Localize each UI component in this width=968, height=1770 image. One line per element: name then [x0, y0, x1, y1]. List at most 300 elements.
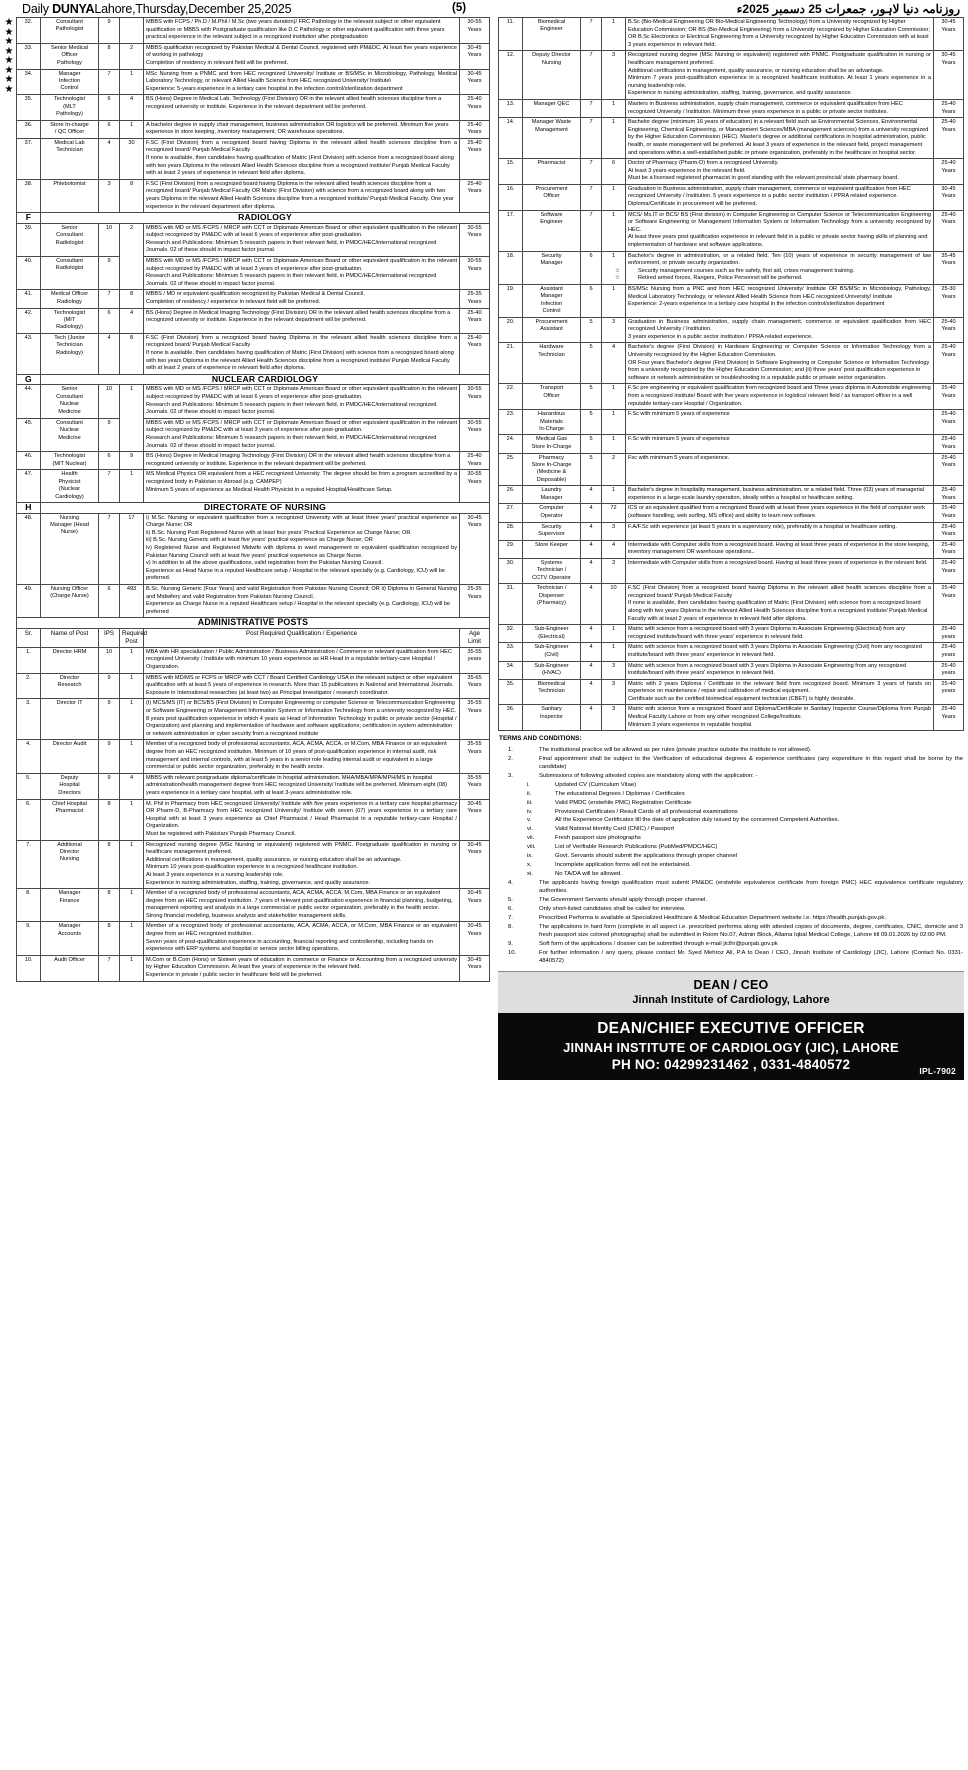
required-post-cell: 1 [120, 840, 144, 889]
ips-cell: 4 [581, 643, 602, 661]
post-name-line: Senior [61, 386, 78, 393]
qualification-cell [626, 486, 934, 504]
post-name-line: Supervisor [538, 530, 565, 537]
age-limit-line: Years [467, 708, 482, 715]
qualification-paragraph: ii) B.Sc. Nursing Post Registered Nurse with at least four years' Practical Experience as Charge Nurse; OR [146, 529, 411, 536]
required-post-cell: 1 [120, 922, 144, 955]
post-name-line: Research [57, 682, 82, 689]
age-limit-line: 25-40 [941, 680, 956, 687]
post-name-cell [41, 120, 99, 138]
post-name-line: Senior [61, 224, 78, 231]
age-limit-line: 30-55 [467, 386, 482, 393]
qualification-paragraph: MBBS / MD or equivalent qualification recognized by Pakistan Medical & Dental Council. [146, 291, 365, 298]
serial-cell: 35. [17, 95, 41, 120]
age-limit-line: years [467, 656, 482, 663]
qualification-cell [144, 470, 460, 503]
serial-cell: 6. [17, 799, 41, 840]
post-name-cell [523, 384, 581, 410]
table-row [499, 453, 964, 486]
post-name-line: Consultant [56, 232, 83, 239]
age-limit-line: 25-40 [467, 309, 482, 316]
qualification-cell [626, 343, 934, 384]
administrative-posts-banner [17, 618, 490, 629]
post-name-cell [41, 43, 99, 69]
post-name-cell [523, 486, 581, 504]
age-limit-line: Years [467, 78, 482, 85]
post-name-line: Consultant [56, 419, 83, 426]
signature-black-block [498, 1013, 964, 1080]
star-icon: ★ [4, 17, 14, 28]
post-name-cell [41, 418, 99, 451]
age-cell [934, 18, 964, 51]
qualification-paragraph: Minimum 5 years of experience as Medical Health Physicist in a reputed Hospital/Healthcare Setup. [146, 486, 393, 493]
ips-cell: 6 [99, 308, 120, 333]
post-name-line: Sanitary [541, 706, 562, 713]
post-name-cell [41, 955, 99, 981]
required-post-cell: 1 [120, 955, 144, 981]
post-name-cell [41, 18, 99, 44]
table-row [17, 773, 490, 799]
terms-sub-item-number: vii. [527, 835, 535, 842]
age-cell [460, 584, 490, 617]
qualification-cell [144, 18, 460, 44]
ips-cell: 7 [581, 18, 602, 51]
table-row [499, 486, 964, 504]
age-limit-line: Years [941, 352, 956, 358]
age-limit-line: Years [467, 931, 482, 938]
qualification-paragraph: If none is available, then candidates having qualification of Matric (First Division) with science from a recognized board along with two years Diploma in the relevant Allied Health Sciences discipline from a recognized institute/ Punjab Medical Faculty with at least 2 years of experience in relevant field after diploma. [146, 350, 454, 372]
terms-item-text: The applications in hard form (complete in all aspect i.e. prescribed performa along with attested copies of documents, degree, certificates, CNIC, domicile and 3 fresh passport size colored photographs) shall be submitted in Room No.07, Admin Block, Allama Iqbal Medical College, Lahore till 09.01.2026 by 02:00 PM. [539, 923, 963, 939]
qualification-paragraph: (I) MCS/MS (IT) or BCS/BS (First Division) in Computer Engineering or computer Science or Telecommunication Engineering or Software Engineering or Management Information System or Information Technology from a university recognized by HEC. 8 years post qualification experience in which 4 years as Head of Information Technology in public or private sector (Hospital / Organization) and planning and implementation of hardware and software applications; certification in system administration or network administration or cyber security from a recognized institute [146, 700, 457, 737]
age-cell [460, 513, 490, 584]
qualification-cell [144, 773, 460, 799]
terms-sub-item [499, 816, 963, 824]
post-name-line: Manager [540, 494, 563, 501]
age-limit-line: Years [941, 512, 956, 519]
qualification-cell [144, 513, 460, 584]
star-icon: ★ [4, 36, 14, 47]
qualification-cell [144, 673, 460, 699]
table-row [17, 889, 490, 922]
post-name-line: Assistant [540, 326, 563, 333]
serial-cell: 48. [17, 513, 41, 584]
table-row [17, 69, 490, 95]
age-cell [934, 159, 964, 185]
qualification-paragraph: Matric with science from a recognized board with 3 years Diploma in Associate Engineering (Electrical) from any recognized institute/board with three years' experience in relevant field. [628, 626, 906, 640]
post-name-cell [41, 452, 99, 470]
serial-cell: 3. [17, 699, 41, 740]
serial-cell: 11. [499, 18, 523, 51]
post-name-cell [523, 522, 581, 540]
age-limit-line: years [941, 651, 956, 658]
ips-cell: 4 [581, 584, 602, 625]
post-name-line: Technician [538, 351, 565, 358]
post-name-line: Consultant [56, 258, 83, 265]
post-name-cell [523, 317, 581, 343]
table-row [499, 504, 964, 522]
star-icon: ★ [4, 74, 14, 85]
post-name-line: Laundry [541, 487, 562, 494]
section-header-row [17, 213, 490, 224]
terms-sub-item-text: Incomplete application forms will not be entertained. [555, 861, 691, 868]
post-name-cell [41, 223, 99, 256]
two-column-layout [0, 17, 968, 1080]
terms-and-conditions [498, 735, 964, 966]
terms-sub-item [499, 825, 963, 833]
age-limit-line: 25-35 [467, 291, 482, 298]
post-name-line: (MLT [63, 103, 76, 110]
age-cell [934, 99, 964, 117]
post-name-cell [523, 285, 581, 318]
post-name-line: Materials [540, 418, 563, 425]
qualification-paragraph: F.SC (First Division) from a recognized board having Diploma in the relevant allied health sciences discipline from a recognized board/ Punjab Medical Faculty OR Matric (First Division) with science from a recognized board along with two years Diploma in the relevant Allied Health Sciences discipline from a recognized institute/ Punjab Medical Faculty. One year experience in the relevant department after diploma. [146, 180, 454, 210]
terms-item [499, 940, 963, 948]
ips-cell: 4 [581, 558, 602, 583]
post-name-cell [41, 740, 99, 773]
post-name-line: Director HRM [52, 648, 87, 655]
table-header-row [17, 628, 490, 647]
post-name-line: Directors [58, 789, 81, 796]
terms-sub-item-text: Updated CV (Curriculum Vitae) [555, 781, 637, 788]
ips-cell: 6 [99, 584, 120, 617]
terms-sub-item-number: viii. [527, 844, 536, 851]
post-name-cell [41, 179, 99, 212]
age-limit-line: Years [467, 964, 482, 971]
qualification-paragraph: MBBS with MD or MS /FCPS / MRCP with CCT or Diplomate American Board or other equivalent qualification in the relevant subject recognized by PM&DC with at least 6 years of experience after post-graduation. [146, 224, 457, 239]
terms-item-text: The institutional practice will be allowed as per rules (private practice outside the institute is not allowed). [539, 746, 812, 753]
serial-cell: 35. [499, 679, 523, 705]
section-header-row [17, 374, 490, 385]
post-name-line: Deputy [60, 774, 79, 781]
ips-cell: 9 [99, 699, 120, 740]
qualification-paragraph: Fsc with minimum 5 years of experience. [628, 454, 730, 461]
ips-cell: 6 [581, 251, 602, 284]
age-cell [934, 705, 964, 731]
required-post-cell: 4 [120, 95, 144, 120]
post-name-line: Audit Officer [54, 956, 85, 963]
age-limit-line: Years [941, 443, 956, 450]
star-icon: ★ [4, 83, 14, 95]
age-cell [934, 210, 964, 251]
post-name-cell [523, 435, 581, 453]
table-row [17, 223, 490, 256]
age-limit-line: Years [467, 342, 482, 349]
post-name-line: Physicist [58, 478, 81, 485]
qualification-paragraph: Research and Publications: Minimum 5 research papers in their relevant field, in PMDC/HEC/international recognized Journals. 02 of these should in impact factor journal. [146, 239, 437, 254]
institute-name: JINNAH INSTITUTE OF CARDIOLOGY (JIC), LAHORE [563, 1039, 899, 1055]
table-row [499, 343, 964, 384]
post-name-line: Manager Waste [531, 119, 572, 126]
age-cell [460, 740, 490, 773]
table-row [499, 661, 964, 679]
age-limit-line: 25-40 [941, 644, 956, 651]
post-name-line: (Medicine & [536, 469, 567, 476]
age-limit-line: Years [467, 317, 482, 324]
qualification-paragraph: Additional certifications in management, quality assurance, or nursing education shall be an advantage. [628, 67, 884, 74]
terms-sub-item-text: Valid PMDC (erstwhile PMC) Registration Certificate [555, 799, 692, 806]
table-row [17, 43, 490, 69]
terms-sub-item-text: Govt. Servants should submit the applications through proper channel [555, 853, 738, 860]
masthead [0, 0, 968, 17]
age-limit-line: Years [941, 167, 956, 174]
age-limit-line: 30-45 [941, 185, 956, 192]
serial-cell: 27. [499, 504, 523, 522]
required-post-cell: 1 [120, 470, 144, 503]
age-cell [460, 452, 490, 470]
qualification-cell [626, 453, 934, 486]
ips-cell: 5 [581, 384, 602, 410]
table-row [17, 840, 490, 889]
age-limit-line: 30-45 [467, 923, 482, 930]
required-post-cell: 1 [120, 647, 144, 673]
post-name-line: Nursing [59, 514, 80, 521]
qualification-paragraph: BS (Hons) Degree in Medical Imaging Technology (First Division) OR in the relevant allied health sciences discipline from a recognized university or institute. Experience in the relevant department will be preferred. [146, 453, 451, 467]
age-cell [460, 223, 490, 256]
age-limit-line: Years [467, 394, 482, 400]
serial-cell: 38. [17, 179, 41, 212]
age-limit-line: 30-45 [467, 956, 482, 963]
post-name-cell [523, 99, 581, 117]
qualification-paragraph: B.Sc (Bio-Medical Engineering OR Bio-Medical Engineering Technology) from a University recognized by Higher Education Commission; OR BS (Bio-Medical Engineering) from a University recognized by Higher Education Commission; OR B.Sc Electronics or Electrical Engineering from a University recognized by Higher Education Commission with at least 3 years experience in relevant field. [628, 19, 930, 48]
table-row [17, 120, 490, 138]
post-name-line: Computer [539, 505, 564, 512]
serial-cell: 19. [499, 285, 523, 318]
required-post-cell: 1 [602, 251, 626, 284]
qualification-cell [626, 558, 934, 583]
qualification-cell [626, 625, 934, 643]
section-title: NUCLEAR CARDIOLOGY [41, 374, 490, 385]
age-cell [460, 699, 490, 740]
post-name-line: Medical Lab [54, 139, 85, 146]
age-limit-line: 35-55 [467, 700, 482, 707]
table-row [17, 470, 490, 503]
qualification-paragraph: Experience: 2-years experience in a tertiary care hospital in the infection control/sterilization department [628, 301, 885, 308]
age-limit-line: Years [941, 494, 956, 501]
age-cell [934, 285, 964, 318]
table-row [17, 333, 490, 374]
ips-cell: 8 [99, 799, 120, 840]
post-name-line: Consultant [56, 19, 83, 25]
serial-cell: 39. [17, 223, 41, 256]
terms-item-text: The applicants having foreign qualification must submit PM&DC (erstwhile equivalence certificate from foreign PMC) HEC equivalence certificate regulatory authorities. [539, 879, 963, 895]
table-row [17, 673, 490, 699]
required-post-cell: 1 [120, 740, 144, 773]
age-limit-line: 25-40 [941, 211, 956, 218]
post-name-line: In-Charge [539, 425, 564, 432]
age-limit-line: 25-40 [941, 662, 956, 669]
post-name-line: Inspector [539, 713, 563, 720]
terms-item-text: Prescribed Performa is available at Specialized Healthcare & Medical Education Department website i.e. https://health.punjab.gov.pk. [539, 914, 886, 921]
qualification-cell [144, 418, 460, 451]
qualification-paragraph: Matric with science from a recognized Board and Diploma/Certificate in Sanitary Inspector Course/Diploma from Punjab Medical Faculty Lahore or from any other recognized College/Institute. [628, 706, 931, 721]
age-limit-line: 25-40 [467, 180, 482, 187]
qualification-paragraph: Recognized nursing degree (MSc Nursing or equivalent) registered with PNMC. Postgraduate qualification in nursing or healthcare management preferred. [628, 52, 931, 66]
required-post-cell: 4 [120, 308, 144, 333]
terms-item-text: For further information / any query, please contact Mr. Syed Mehroz Ali, P.A to Dean / CEO, Jinnah Institute of Cardiology (JIC), Lahore (Contact No. 0331-4840572) [539, 950, 963, 965]
qualification-cell [615, 251, 934, 284]
post-name-line: Nursing [541, 59, 562, 66]
post-name-line: Medical Gas [535, 436, 568, 443]
ips-cell: 7 [99, 955, 120, 981]
post-name-line: Infection [540, 300, 563, 307]
page-number: (5) [452, 2, 467, 14]
qualification-paragraph: Bachelor's degree in hospitality management, business administration, or a related field. Three (03) years of managerial experience in a large-scale laundry operation, ideally within a hospital or healthcare setting. [628, 487, 925, 501]
star-bullet-icon: ☆ [615, 267, 621, 274]
qualification-paragraph: F.SC (First Division) from a recognized board having Diploma in the relevant allied health sciences discipline from a recognized board/ Punjab Medical Faculty [146, 334, 457, 349]
ips-cell: 7 [99, 513, 120, 584]
post-name-line: Systems [540, 559, 563, 566]
ceo-title: DEAN/CHIEF EXECUTIVE OFFICER [597, 1019, 865, 1037]
age-limit-line: 25-40 [941, 585, 956, 592]
terms-item-number: 5. [508, 897, 513, 904]
age-cell [934, 558, 964, 583]
qualification-paragraph: Completion of residency / experience in relevant field will be preferred. [146, 299, 321, 306]
post-name-line: Store In-Charge [531, 443, 572, 450]
required-post-cell: 1 [120, 385, 144, 452]
signature-title: DEAN / CEO [693, 977, 769, 992]
age-cell [460, 95, 490, 120]
age-cell [934, 184, 964, 210]
age-cell [934, 435, 964, 453]
serial-cell: 28. [499, 522, 523, 540]
age-limit-line: years [941, 670, 956, 677]
right-jobs-table [498, 17, 964, 731]
required-post-cell: 1 [120, 673, 144, 699]
post-name-line: Technician [56, 342, 83, 349]
qualification-paragraph: Research and Publications: Minimum 5 research papers in their relevant field, in PMDC/HEC/international recognized Journals. 02 of these should in impact factor journal. [146, 434, 437, 449]
age-limit-line: Years [467, 782, 482, 789]
required-post-cell: 3 [602, 317, 626, 343]
post-name-line: Medical Officer [50, 291, 89, 298]
terms-item-number: 1. [508, 746, 513, 753]
serial-cell: 36. [17, 120, 41, 138]
required-post-cell: 1 [120, 799, 144, 840]
table-row [499, 705, 964, 731]
table-row [499, 540, 964, 558]
serial-cell: 20. [499, 317, 523, 343]
terms-sub-item [499, 852, 963, 860]
header-ips: IPS [99, 628, 120, 647]
terms-sub-item-number: x. [527, 861, 532, 868]
age-cell [460, 647, 490, 673]
age-limit-line: Years [467, 299, 482, 306]
left-jobs-table [16, 17, 490, 982]
signature-org: Jinnah Institute of Cardiology, Lahore [632, 993, 830, 1006]
age-limit-line: 35-55 [467, 741, 482, 748]
age-limit-line: Years [941, 26, 956, 33]
required-post-cell: 6 [602, 159, 626, 185]
ips-cell: 10 [99, 223, 120, 256]
required-post-cell: 3 [602, 705, 626, 731]
age-limit-line: 25-40 [941, 160, 956, 167]
post-name-line: (Civil) [544, 651, 559, 658]
age-limit-line: 25-40 [941, 436, 956, 443]
post-name-line: Engineer [540, 219, 563, 226]
age-limit-line: Years [467, 682, 482, 689]
qualification-paragraph: Recognized nursing degree (MSc Nursing or equivalent) registered with PNMC. Postgraduate qualification in nursing or healthcare management preferred. [146, 841, 457, 856]
required-post-cell: 4 [602, 540, 626, 558]
table-row [499, 522, 964, 540]
star-icon: ★ [4, 64, 14, 76]
terms-sub-item-number: iv. [527, 808, 533, 815]
qualification-paragraph: BS/MSc Nursing from a PNC and from HEC recognized University/ Institute OR BS/MSc in Microbiology, Pathology, Medical Laboratory Technology, or relevant Allied Health Science from HEC recognized University/ Institute [628, 286, 931, 300]
masthead-prefix: Daily [22, 2, 53, 16]
age-limit-line: 30-55 [467, 19, 482, 25]
post-name-cell [523, 453, 581, 486]
table-row [499, 99, 964, 117]
post-name-line: Technician / [536, 567, 567, 574]
qualification-paragraph: Graduation in Business administration, supply chain management, commerce or equivalent qualification from HEC recognized University / Institution. 5 years experience in a public sector institution / PPRA related experience. Diploma/Certificate in procurement will be preferred. [628, 185, 911, 208]
post-name-line: Director Audit [52, 741, 87, 748]
qualification-bullet: ☆ Security management courses such as fire safety, first aid, crises management training. [615, 267, 855, 274]
qualification-cell [626, 540, 934, 558]
post-name-line: Biomedical [537, 19, 566, 25]
age-limit-line: 30-55 [467, 471, 482, 478]
post-name-line: Hardware [539, 344, 564, 351]
age-limit-line: 25-35 [467, 585, 482, 592]
qualification-paragraph: At least 3 years experience in a nursing leadership role. [146, 871, 284, 878]
age-limit-line: Years [941, 326, 956, 333]
serial-cell: 24. [499, 435, 523, 453]
terms-item [499, 879, 963, 896]
age-limit-line: Years [941, 567, 956, 574]
age-limit-line: Years [467, 460, 482, 467]
post-name-line: (Charge Nurse) [50, 593, 89, 600]
table-row [17, 647, 490, 673]
masthead-date: Lahore,Thursday,December 25,2025 [94, 2, 292, 16]
table-row [17, 799, 490, 840]
age-cell [460, 773, 490, 799]
qualification-cell [144, 223, 460, 256]
post-name-line: Medicine [58, 408, 81, 415]
ips-cell: 8 [99, 840, 120, 889]
age-limit-line: Years [467, 265, 482, 272]
required-post-cell: 9 [120, 452, 144, 470]
qualification-paragraph: MBBS with MD or MS /FCPS / MRCP with CCT or Diplomate American Board or other equivalent qualification in the relevant subject recognized by PM&DC with at least 6 years of experience after post-graduation. [146, 386, 457, 400]
age-cell [934, 384, 964, 410]
terms-item [499, 949, 963, 966]
qualification-cell [144, 69, 460, 95]
post-name-line: Nursing Officer [50, 585, 89, 592]
qualification-paragraph: Masters in Business administration, supply chain management, commerce or equivalent qualification from HEC recognized University / Institution. Minimum three years experience in a public or private sector institutes. [628, 100, 903, 115]
terms-sub-item-number: ii. [527, 790, 532, 797]
post-name-line: Store Keeper [535, 541, 568, 548]
masthead-urdu: روزنامہ دنیا لاہور، جمعرات 25 دسمبر 2025ء [736, 2, 960, 16]
qualification-paragraph: Minimum 10 years post-qualification experience in a recognized healthcare institution. [146, 864, 359, 871]
serial-cell: 21. [499, 343, 523, 384]
required-post-cell: 8 [120, 290, 144, 308]
serial-cell: 14. [499, 118, 523, 159]
required-post-cell: 1 [602, 625, 626, 643]
post-name-cell [523, 643, 581, 661]
post-name-cell [41, 773, 99, 799]
ips-cell: 4 [581, 504, 602, 522]
star-icon: ★ [4, 45, 14, 57]
required-post-cell: 1 [602, 643, 626, 661]
qualification-paragraph: ICS or an equivalent qualified from a recognized Board with at least three years experience in the field of computer work (software handling, web surfing, MS office) and ability to learn new software. [628, 505, 925, 519]
post-name-line: / QC Officer [54, 128, 85, 135]
post-name-line: Technician / [536, 585, 567, 592]
terms-heading: TERMS AND CONDITIONS: [499, 735, 582, 743]
age-limit-line: Years [467, 52, 482, 59]
table-row [17, 18, 490, 44]
age-limit-line: 25-40 [941, 559, 956, 566]
ips-cell: 4 [581, 679, 602, 705]
age-limit-line: Years [941, 549, 956, 556]
required-post-cell: 1 [602, 184, 626, 210]
qualification-cell [144, 840, 460, 889]
ips-cell: 4 [581, 625, 602, 643]
